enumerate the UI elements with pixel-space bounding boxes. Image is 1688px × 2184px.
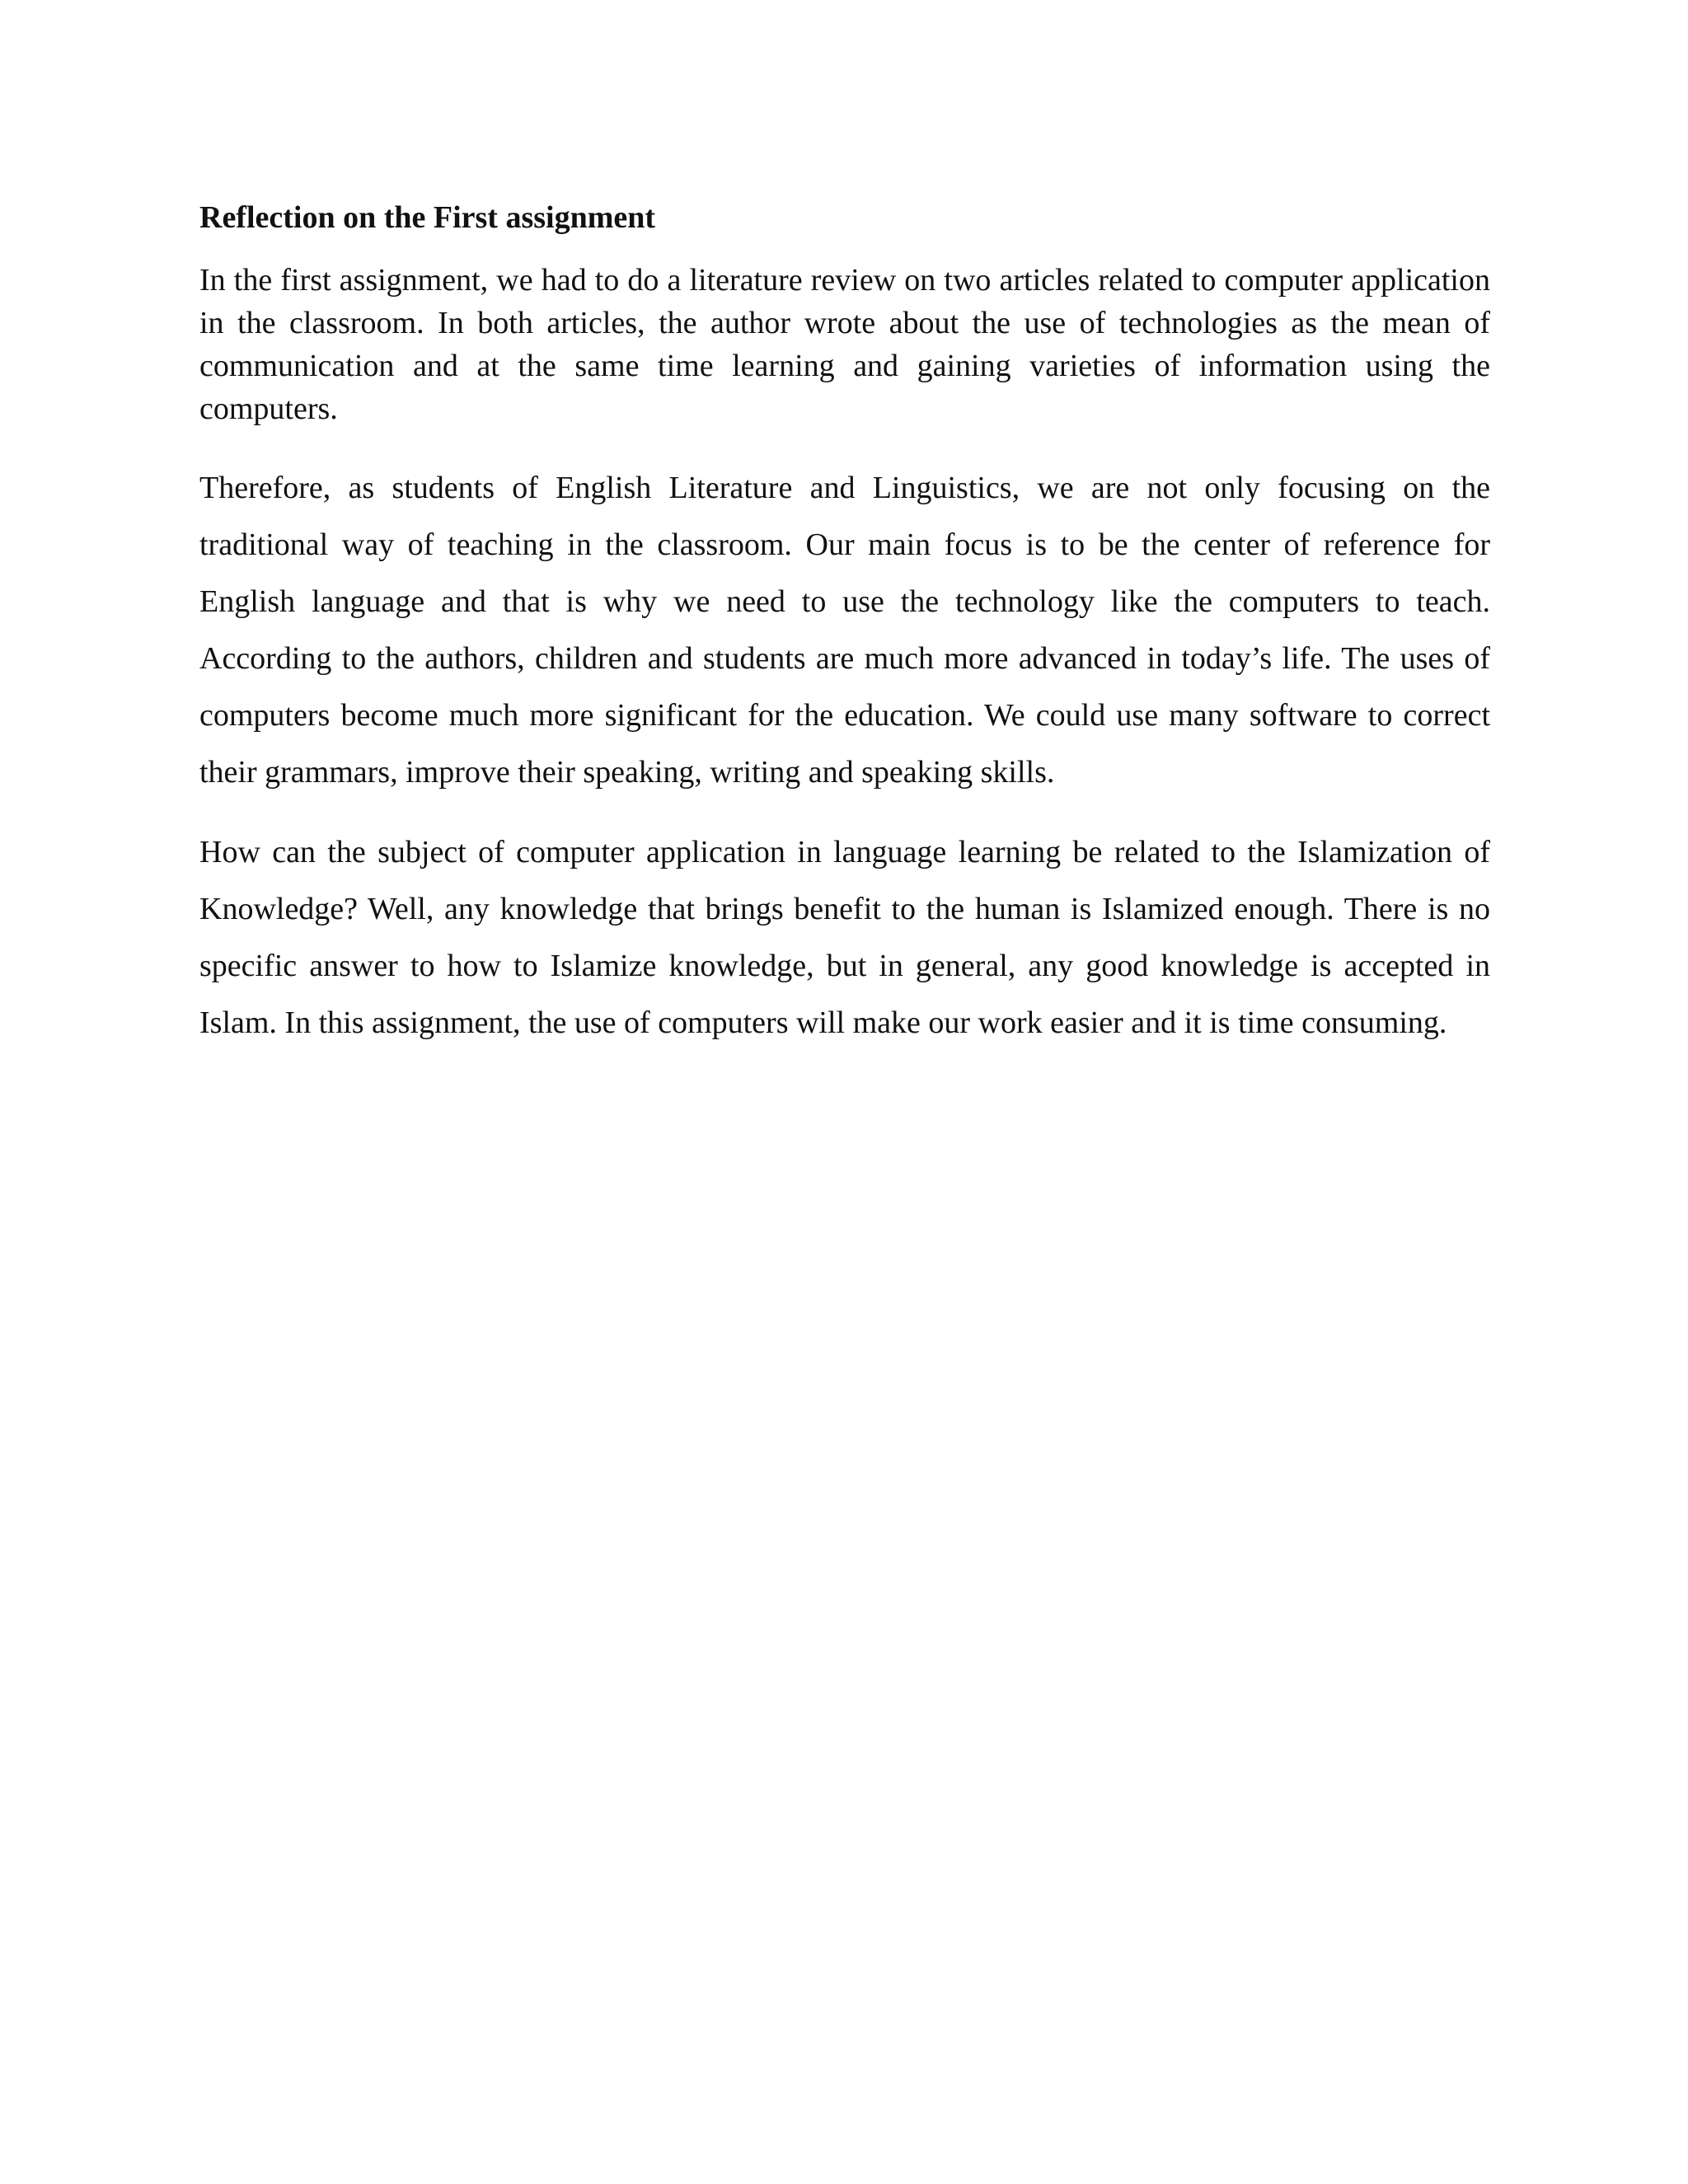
paragraph-students-focus: Therefore, as students of English Literature and Linguistics, we are not only focusing on the traditional way of teaching in the classroom. Our main focus is to be the center of reference for English language and that is why we need to use the technology like the computers to teach. According to the authors, children and students are much more advanced in today’s life. The uses of computers become much more significant for the education. We could use many software to correct their grammars, improve their speaking, writing and speaking skills. <box>199 471 1490 790</box>
document-body <box>199 196 1490 1052</box>
document-title: Reflection on the First assignment <box>199 200 656 235</box>
paragraph-islamization: How can the subject of computer application in language learning be related to the Islamization of Knowledge? Well, any knowledge that brings benefit to the human is Islamized enough. There is no specific answer to how to Islamize knowledge, but in general, any good knowledge is accepted in Islam. In this assignment, the use of computers will make our work easier and it is time consuming. <box>199 835 1490 1040</box>
paragraph-first-assignment: In the first assignment, we had to do a literature review on two articles related to computer application in the classroom. In both articles, the author wrote about the use of technologies as the mean of communication and at the same time learning and gaining varieties of information using the computers. <box>199 263 1490 426</box>
